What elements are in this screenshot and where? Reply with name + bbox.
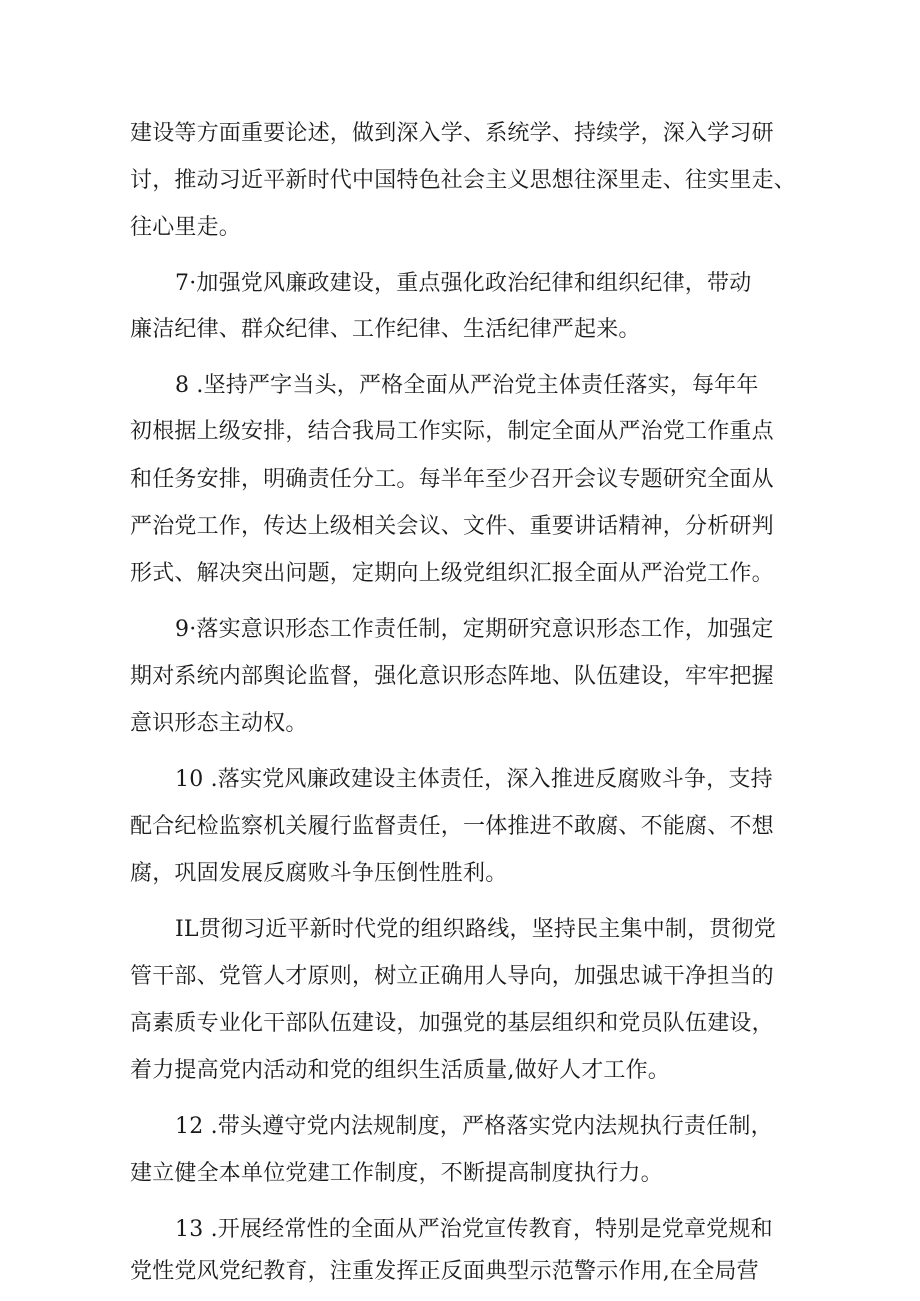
paragraph-8-line-3: 和任务安排，明确责任分工。每半年至少召开会议专题研究全面从 <box>130 467 774 492</box>
paragraph-9-line-1: 9·落实意识形态工作责任制，定期研究意识形态工作，加强定 <box>175 617 774 642</box>
paragraph-11-line-3: 高素质专业化干部队伍建设，加强党的基层组织和党员队伍建设， <box>130 1011 774 1036</box>
paragraph-1-line-1: 建设等方面重要论述，做到深入学、系统学、持续学，深入学习研 <box>130 121 774 146</box>
paragraph-12-line-2: 建立健全本单位党建工作制度，不断提高制度执行力。 <box>130 1161 663 1186</box>
paragraph-8-line-1: 8 .坚持严字当头，严格全面从严治党主体责任落实，每年年 <box>175 373 759 398</box>
paragraph-9-line-3: 意识形态主动权。 <box>130 711 308 736</box>
paragraph-7-line-2: 廉洁纪律、群众纪律、工作纪律、生活纪律严起来。 <box>130 317 641 342</box>
paragraph-8-line-5: 形式、解决突出问题，定期向上级党组织汇报全面从严治党工作。 <box>130 561 774 586</box>
paragraph-9-line-2: 期对系统内部舆论监督，强化意识形态阵地、队伍建设，牢牢把握 <box>130 664 774 689</box>
paragraph-13-line-1: 13 .开展经常性的全面从严治党宣传教育，特别是党章党规和 <box>175 1217 773 1242</box>
paragraph-8-line-4: 严治党工作，传达上级相关会议、文件、重要讲话精神，分析研判 <box>130 514 774 539</box>
paragraph-13-line-2: 党性党风党纪教育，注重发挥正反面典型示范警示作用,在全局营 <box>130 1259 759 1284</box>
paragraph-11-line-4: 着力提高党内活动和党的组织生活质量,做好人才工作。 <box>130 1058 670 1083</box>
paragraph-12-line-1: 12 .带头遵守党内法规制度，严格落实党内法规执行责任制， <box>175 1114 773 1139</box>
paragraph-11-line-2: 管干部、党管人才原则，树立正确用人导向，加强忠诚干净担当的 <box>130 964 774 989</box>
paragraph-10-line-3: 腐，巩固发展反腐败斗争压倒性胜利。 <box>130 861 508 886</box>
paragraph-1-line-2: 讨，推动习近平新时代中国特色社会主义思想往深里走、往实里走、 <box>130 168 797 193</box>
paragraph-10-line-2: 配合纪检监察机关履行监督责任，一体推进不敢腐、不能腐、不想 <box>130 814 774 839</box>
paragraph-8-line-2: 初根据上级安排，结合我局工作实际，制定全面从严治党工作重点 <box>130 419 774 444</box>
paragraph-10-line-1: 10 .落实党风廉政建设主体责任，深入推进反腐败斗争，支持 <box>175 767 773 792</box>
paragraph-11-line-1: IL贯彻习近平新时代党的组织路线，坚持民主集中制，贯彻党 <box>175 917 776 942</box>
paragraph-1-line-3: 往心里走。 <box>130 215 242 240</box>
paragraph-7-line-1: 7·加强党风廉政建设，重点强化政治纪律和组织纪律，带动 <box>175 271 752 296</box>
